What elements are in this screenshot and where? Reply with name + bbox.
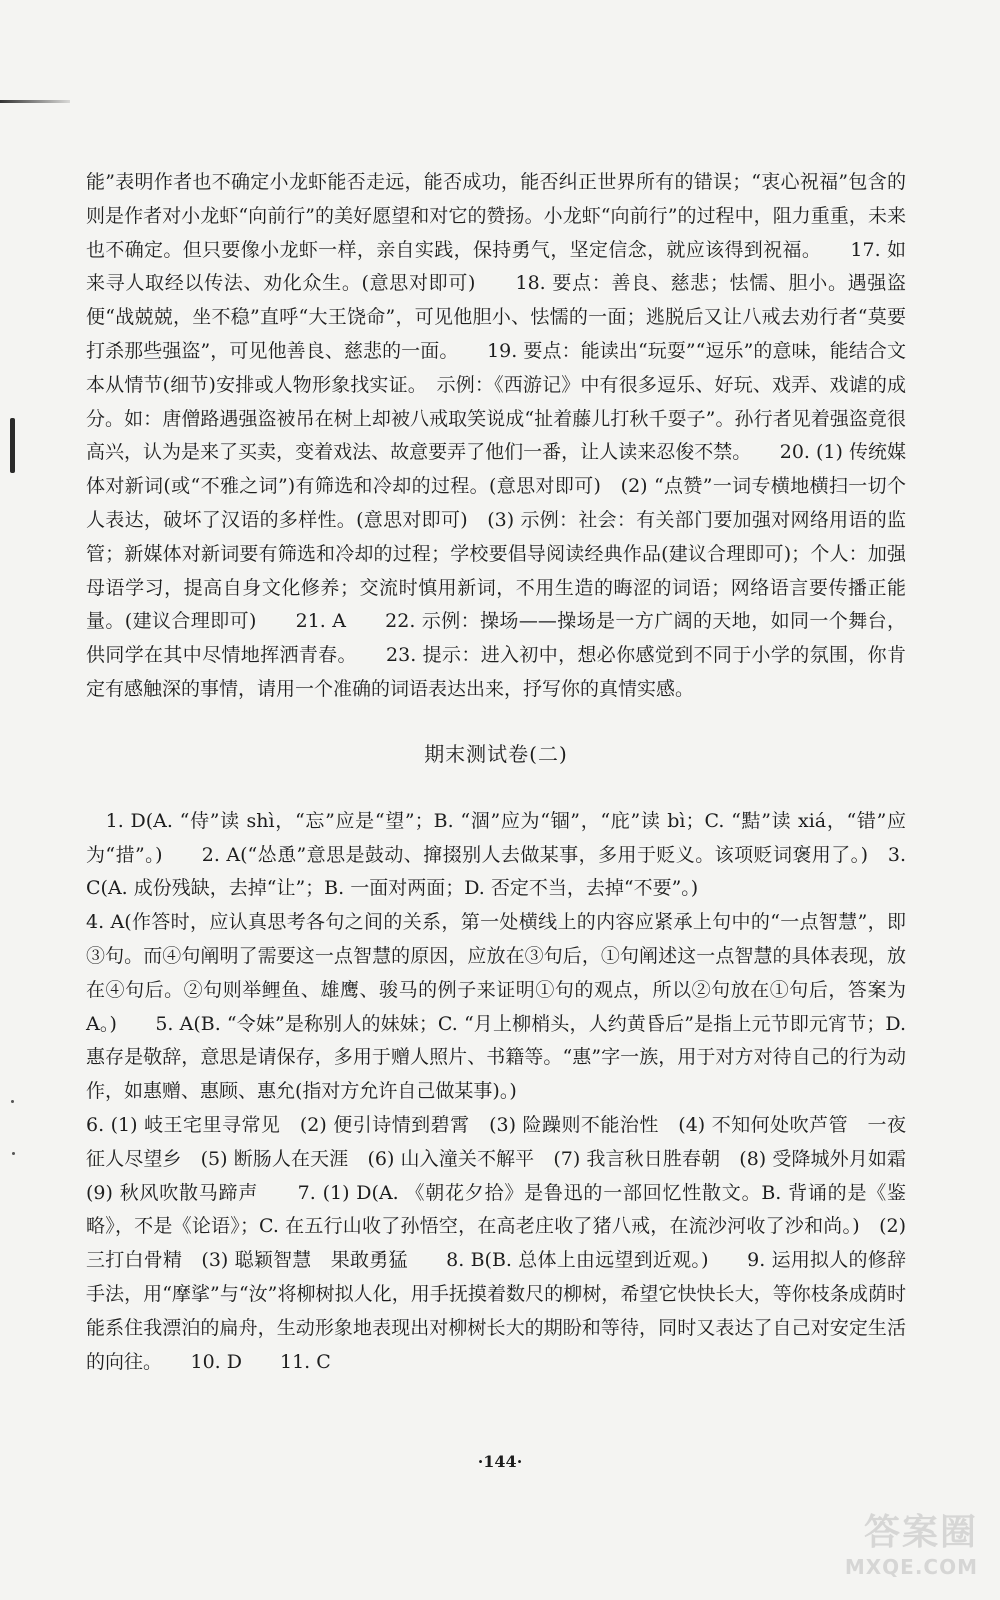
answer-content (86, 166, 926, 1379)
page-number: ·144· (477, 1452, 523, 1471)
answer-paragraph-1: 能”表明作者也不确定小龙虾能否走远，能否成功，能否纠正世界所有的错误；“衷心祝福”包含的则是作者对小龙虾“向前行”的美好愿望和对它的赞扬。小龙虾“向前行”的过程中，阻力重重，未来也不确定。但只要像小龙虾一样，亲自实践，保持勇气，坚定信念，就应该得到祝福。 17. 如来寻人取经以传法、劝化众生。(意思对即可) 18. 要点：善良、慈悲；怯懦、胆小。遇强盗便“战兢兢，坐不稳”直呼“大王饶命”，可见他胆小、怯懦的一面；逃脱后又让八戒去劝行者“莫要打杀那些强盗”，可见他善良、慈悲的一面。 19. 要点：能读出“玩耍”“逗乐”的意味，能结合文本从情节(细节)安排或人物形象找实证。 示例：《西游记》中有很多逗乐、好玩、戏弄、戏谑的成分。如：唐僧路遇强盗被吊在树上却被八戒取笑说成“扯着藤儿打秋千耍子”。孙行者见着强盗竟很高兴，认为是来了买卖，变着戏法、故意要弄了他们一番，让人读来忍俊不禁。 20. (1) 传统媒体对新词(或“不雅之词”)有筛选和冷却的过程。(意思对即可) (2) “点赞”一词专横地横扫一切个人表达，破坏了汉语的多样性。(意思对即可) (3) 示例：社会：有关部门要加强对网络用语的监管；新媒体对新词要有筛选和冷却的过程；学校要倡导阅读经典作品(建议合理即可)；个人：加强母语学习，提高自身文化修养；交流时慎用新词，不用生造的晦涩的词语；网络语言要传播正能量。(建议合理即可) 21. A 22. 示例：操场——操场是一方广阔的天地，如同一个舞台，供同学在其中尽情地挥洒青春。 23. 提示：进入初中，想必你感觉到不同于小学的氛围，你肯定有感触深的事情，请用一个准确的词语表达出来，抒写你的真情实感。 (86, 171, 906, 700)
scan-edge-mark (0, 100, 70, 103)
watermark-url: MXQE.COM (844, 1555, 978, 1579)
watermark-logo-text: 答案圈 (863, 1512, 978, 1553)
answer-paragraph-4: 6. (1) 岐王宅里寻常见 (2) 便引诗情到碧霄 (3) 险躁则不能治性 (4) 不知何处吹芦管 一夜征人尽望乡 (5) 断肠人在天涯 (6) 山入潼关不解平 (7) 我言秋日胜春朝 (8) 受降城外月如霜 (9) 秋风吹散马蹄声 7. (1) D(A. 《朝花夕拾》是鲁迅的一部回忆性散文。B. 背诵的是《鉴略》，不是《论语》；C. 在五行山收了孙悟空，在高老庄收了猪八戒，在流沙河收了沙和尚。) (2) 三打白骨精 (3) 聪颖智慧 果敢勇猛 8. B(B. 总体上由远望到近观。) 9. 运用拟人的修辞手法，用“摩挲”与“汝”将柳树拟人化，用手抚摸着数尺的柳树，希望它快快长大，等你枝条成荫时能系住我漂泊的扁舟，生动形象地表现出对柳树长大的期盼和等待，同时又表达了自己对安定生活的向往。 10. D 11. C (86, 1113, 926, 1373)
section-title: 期末测试卷(二) (424, 741, 568, 766)
answer-paragraph-2: 1. D(A. “侍”读 shì，“忘”应是“望”；B. “涸”应为“锢”，“庇”读 bì；C. “黠”读 xiá，“错”应为“措”。) 2. A(“怂恿”意思是鼓动、撺掇别人去做某事，多用于贬义。该项贬词褒用了。) 3. C(A. 成份残缺，去掉“让”；B. 一面对两面；D. 否定不当，去掉“不要”。) (86, 809, 906, 900)
scan-speck (12, 1152, 15, 1155)
answer-paragraph-3: 4. A(作答时，应认真思考各句之间的关系，第一处横线上的内容应紧承上句中的“一点智慧”，即③句。而④句阐明了需要这一点智慧的原因，应放在③句后，①句阐述这一点智慧的具体表现，放在④句后。②句则举鲤鱼、雄鹰、骏马的例子来证明①句的观点，所以②句放在①句后，答案为 A。) 5. A(B. “令妹”是称别人的妹妹；C. “月上柳梢头，人约黄昏后”是指上元节即元宵节；D. 惠存是敬辞，意思是请保存，多用于赠人照片、书籍等。“惠”字一族，用于对方对待自己的行为动作，如惠赠、惠顾、惠允(指对方允许自己做某事)。) (86, 911, 906, 1103)
scan-speck (11, 1100, 14, 1103)
site-watermark (808, 1504, 978, 1584)
binding-mark (10, 418, 15, 473)
